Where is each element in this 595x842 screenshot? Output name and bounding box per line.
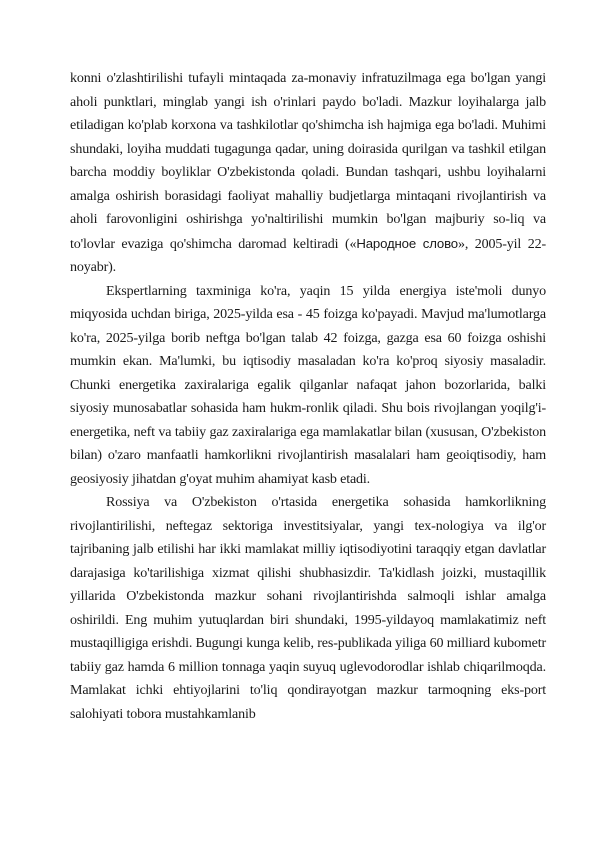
paragraph-2	[70, 280, 546, 492]
paragraph-2-text: Ekspertlarning taxminiga ko'ra, yaqin 15 yilda energiya iste'moli dunyo miqyosida uchdan biriga, 2025-yilda esa - 45 foizga ko'payadi. Mavjud ma'lumotlarga ko'ra, 2025-yilga borib neftga bo'lgan talab 42 foizga, gazga esa 60 foizga oshishi mumkin ekan. Ma'lumki, bu iqtisodiy masaladan ko'ra ko'proq siyosiy masaladir. Chunki energetika zaxiralariga egalik qilganlar nafaqat jahon bozorlarida, balki siyosiy munosabatlar sohasida ham hukm-ronlik qiladi. Shu bois rivojlangan yoqilg'i-energetika, neft va tabiiy gaz zaxiralariga ega mamlakatlar bilan (xususan, O'zbekiston bilan) o'zaro manfaatli hamkorlikni rivojlantirish masalalari ham geoiqtisodiy, ham geosiyosiy jihatdan g'oyat muhim ahamiyat kasb etadi.	[70, 282, 546, 487]
paragraph-1-citation: », 2005-yil 22-noyabr).	[70, 235, 546, 275]
document-page	[70, 67, 546, 726]
paragraph-1-text: konni o'zlashtirilishi tufayli mintaqada za-monaviy infratuzilmaga ega bo'lgan yangi aholi punktlari, minglab yangi ish o'rinlari paydo bo'ladi. Mazkur loyihalarga jalb etiladigan ko'plab korxona va tashkilotlar qo'shimcha ish hajmiga ega bo'ladi. Muhimi shundaki, loyiha muddati tugagunga qadar, uning doirasida qurilgan va tashkil etilgan barcha moddiy boyliklar O'zbekistonda qoladi. Bundan tashqari, ushbu loyihalarni amalga oshirish borasidagi faoliyat mahalliy budjetlarga mintaqani rivojlantirish va aholi farovonligini oshirishga yo'naltirilishi mumkin bo'lgan majburiy so-liq va to'lovlar evaziga qo'shimcha daromad keltiradi («	[70, 70, 546, 252]
newspaper-name: Народное слово	[356, 235, 458, 251]
paragraph-3-text: Rossiya va O'zbekiston o'rtasida energetika sohasida hamkorlikning rivojlantirilishi, neftegaz sektoriga investitsiyalar, yangi tex-nologiya va ilg'or tajribaning jalb etilishi har ikki mamlakat milliy iqtisodiyotini taraqqiy etgan davlatlar darajasiga ko'tarilishiga xizmat qilishi shubhasizdir. Ta'kidlash joizki, mustaqillik yillarida O'zbekistonda mazkur sohani rivojlantirishda salmoqli ishlar amalga oshirildi. Eng muhim yutuqlardan biri shundaki, 1995-yildayoq mamlakatimiz neft mustaqilligiga erishdi. Bugungi kunga kelib, res-publikada yiliga 60 milliard kubometr tabiiy gaz hamda 6 million tonnaga yaqin suyuq uglevodorodlar ishlab chiqarilmoqda. Mamlakat ichki ehtiyojlarini to'liq qondirayotgan mazkur tarmoqning eks-port salohiyati tobora mustahkamlanib	[70, 494, 546, 722]
paragraph-1	[70, 67, 546, 280]
paragraph-3	[70, 491, 546, 726]
